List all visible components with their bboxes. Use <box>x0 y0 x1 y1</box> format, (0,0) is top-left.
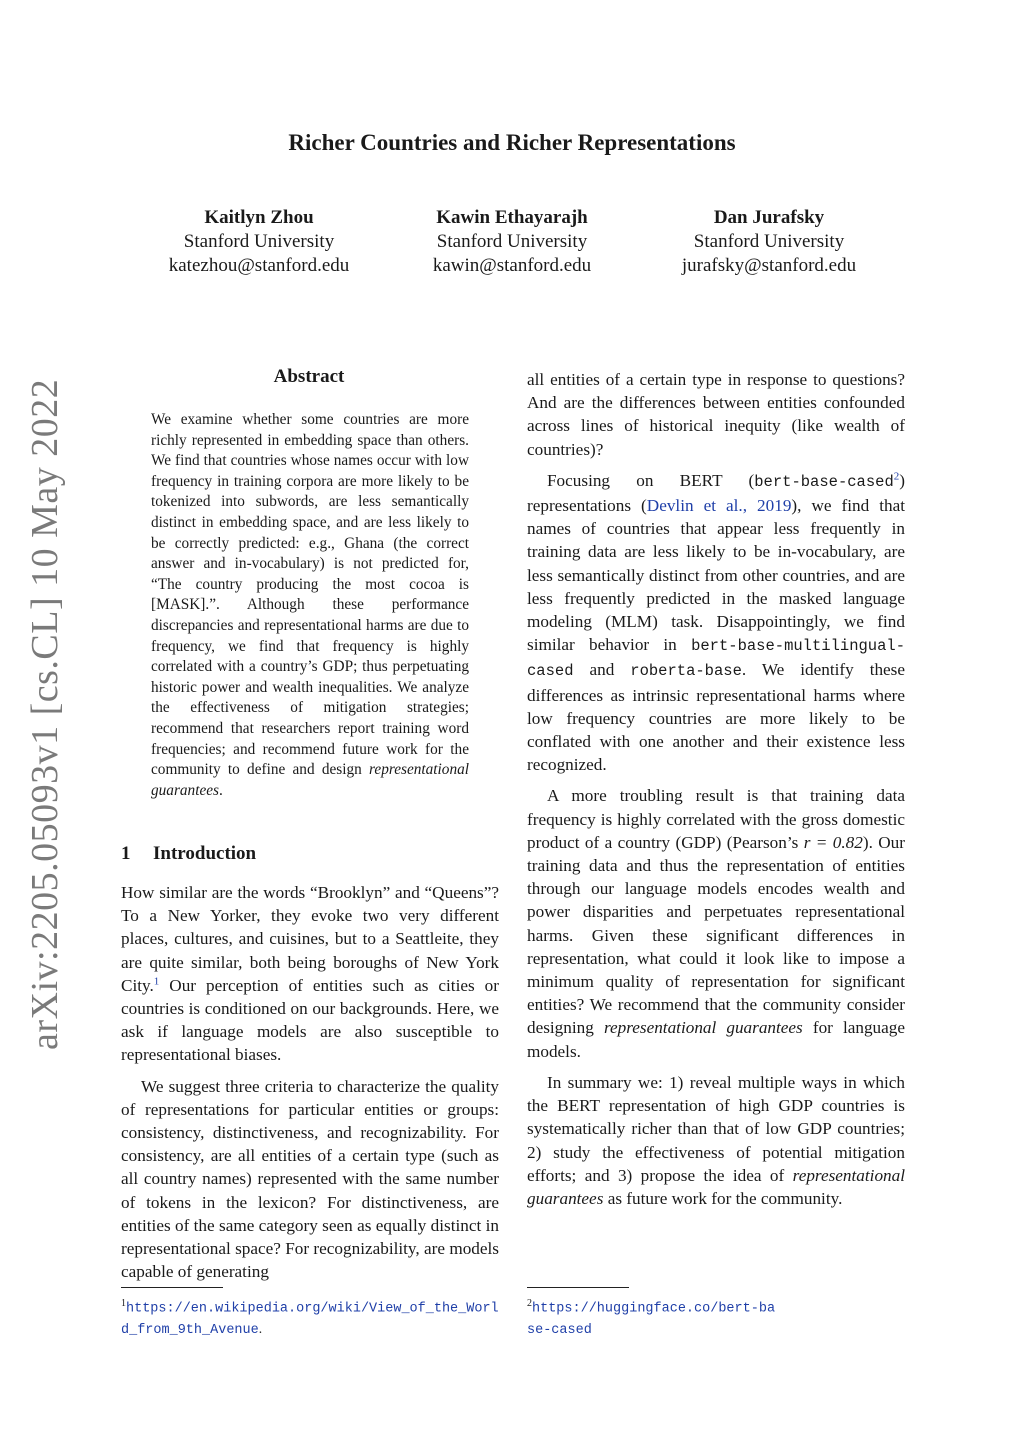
paper-title: Richer Countries and Richer Representations <box>288 130 736 155</box>
intro-paragraph-2: We suggest three criteria to characterize the quality of representations for particular entities or groups: consistency, distinctiveness, and recognizability. For consistency, are all entities of a certain type (such as all country names) represented with the same number of tokens in the lexicon? For distinctiveness, are entities of the same category seen as equally distinct in representational space? For recognizability, are models capable of generating <box>121 1076 499 1282</box>
author-affiliation: Stanford University <box>183 231 335 252</box>
emphasis: representational guarantees <box>603 1018 803 1038</box>
footnote-divider <box>121 1287 223 1288</box>
paragraph-text: In summary we: 1) reveal multiple ways in which the BERT representation of high GDP countries is systematically richer than that of low GDP countries; 2) study the effectiveness of potential mitigation efforts; and 3) propose the idea of <box>527 1072 905 1185</box>
paragraph-text: and <box>573 660 631 680</box>
intro-paragraph-1 <box>121 881 499 1067</box>
section-number: 1 <box>121 843 131 864</box>
model-name: bert-base-multilingual-cased <box>527 637 905 681</box>
author-email[interactable]: kawin@stanford.edu <box>432 255 592 276</box>
footnote-url[interactable]: https://huggingface.co/bert-base-cased <box>527 1301 776 1338</box>
footnote-1 <box>121 1294 501 1340</box>
paragraph-text: How similar are the words “Brooklyn” and “Queens”? To a New Yorker, they evoke two very different places, cultures, and cuisines, but to a Seattleite, they are quite similar, both being boroughs of New York City. <box>121 883 499 995</box>
abstract-end: . <box>218 781 223 799</box>
abstract-emphasis: representational guarantees <box>151 761 469 799</box>
footnote-url[interactable]: https://en.wikipedia.org/wiki/View_of_the_World_from_9th_Avenue <box>121 1301 499 1338</box>
section-title: Introduction <box>153 843 257 864</box>
author-email[interactable]: katezhou@stanford.edu <box>168 255 350 276</box>
math-expression: r = 0.82 <box>803 832 863 852</box>
paragraph-text: ). Our training data and thus the representation of entities through our language models encodes wealth and power disparities and perpetuates representational harms. Given these significant differences in representation, what could it look like to impose a minimum quality of representation for significant entities? We recommend that the community consider designing <box>527 832 905 1038</box>
author-affiliation: Stanford University <box>436 231 588 252</box>
citation-link[interactable]: Devlin et al., 2019 <box>646 496 792 516</box>
footnote-tail: . <box>258 1320 263 1336</box>
footnote-mark: 2 <box>527 1298 532 1309</box>
author-name: Kawin Ethayarajh <box>436 207 588 228</box>
paragraph-text: Our perception of entities such as cities or countries is conditioned on our backgrounds. Here, we ask if language models are also susceptible to representational biases. <box>121 975 499 1065</box>
model-name: roberta-base <box>630 662 742 681</box>
footnote-divider <box>527 1287 629 1288</box>
paragraph-text: for language models. <box>527 1018 906 1061</box>
paragraph-text: Focusing on BERT ( <box>547 470 755 490</box>
author-block <box>639 206 899 278</box>
author-name: Dan Jurafsky <box>713 207 825 228</box>
paragraph-text: ), we find that names of countries that appear less frequently in training data are less likely to be in-vocabulary, are less semantically distinct from other countries, and are less frequently predicted in the masked language modeling (MLM) task. Disappointingly, we find similar behavior in <box>527 496 906 655</box>
intro-paragraph-3: all entities of a certain type in response to questions? And are the differences between entities confounded across lines of historical inequity (like wealth of countries)? <box>527 370 905 459</box>
model-name: bert-base-cased <box>754 472 894 491</box>
paragraph-text: as future work for the community. <box>603 1188 843 1208</box>
author-block <box>129 206 389 278</box>
left-column <box>121 881 499 1291</box>
author-affiliation: Stanford University <box>693 231 845 252</box>
abstract-body <box>151 410 469 801</box>
footnote-ref-1[interactable]: 1 <box>153 975 160 988</box>
paragraph-text: ) representations ( <box>527 470 905 516</box>
arxiv-identifier: arXiv:2205.05093v1 [cs.CL] 10 May 2022 <box>24 378 66 1050</box>
intro-paragraph-4 <box>527 469 905 777</box>
author-block <box>382 206 642 278</box>
author-email[interactable]: jurafsky@stanford.edu <box>681 255 857 276</box>
abstract-heading: Abstract <box>273 366 345 387</box>
footnote-2 <box>527 1294 777 1340</box>
right-column <box>527 368 905 1218</box>
footnote-ref-2[interactable]: 2 <box>893 470 900 483</box>
section-heading-introduction <box>121 843 256 865</box>
emphasis: representational guarantees <box>527 1165 905 1208</box>
abstract-text: We examine whether some countries are more richly represented in embedding space than others. We find that countries whose names occur with low frequency in training corpora are more likely to be tokenized into subwords, are less semantically distinct in embedding space, and are less likely to be correctly predicted: e.g., Ghana (the correct answer and in-vocabulary) is not predicted for, “The country producing the most cocoa is [MASK].”. Although these performance discrepancies and representational harms are due to frequency, we find that frequency is highly correlated with a country’s GDP; thus perpetuating historic power and wealth inequalities. We analyze the effectiveness of mitigation strategies; recommend that researchers report training word frequencies; and recommend future work for the community to define and design <box>151 411 469 779</box>
author-name: Kaitlyn Zhou <box>204 207 314 228</box>
intro-paragraph-5 <box>527 784 905 1062</box>
intro-paragraph-6 <box>527 1071 905 1210</box>
paragraph-text: . We identify these differences as intrinsic representational harms where low frequency countries are more likely to be conflated with one another and their existence less recognized. <box>527 660 906 775</box>
paragraph-text: A more troubling result is that training data frequency is highly correlated with the gross domestic product of a country (GDP) (Pearson’s <box>527 786 905 852</box>
footnote-mark: 1 <box>121 1298 126 1309</box>
